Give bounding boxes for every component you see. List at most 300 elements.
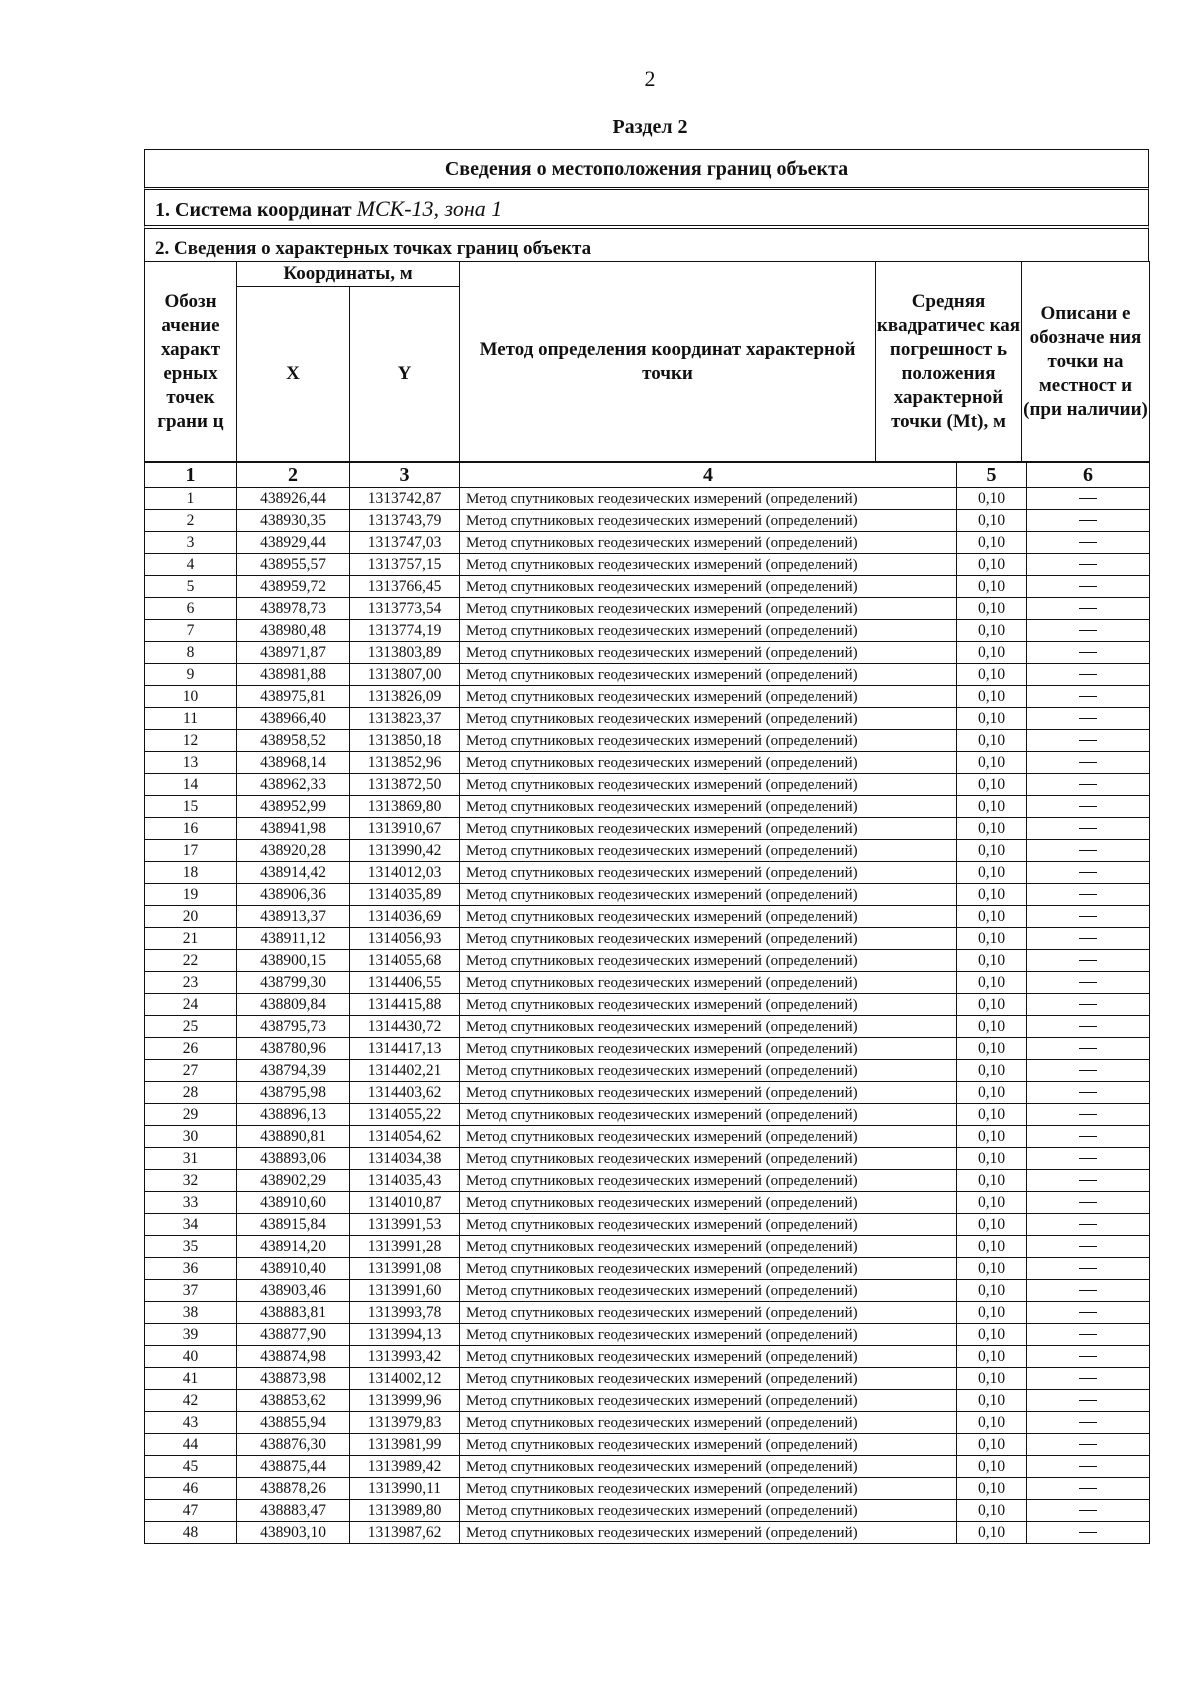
y-coordinate: 1313823,37 xyxy=(350,708,460,730)
accuracy-cell: 0,10 xyxy=(957,1192,1027,1214)
x-coordinate: 438876,30 xyxy=(237,1434,350,1456)
y-coordinate: 1313872,50 xyxy=(350,774,460,796)
accuracy-cell: 0,10 xyxy=(957,1522,1027,1544)
x-coordinate: 438780,96 xyxy=(237,1038,350,1060)
method-cell: Метод спутниковых геодезических измерений (определений) xyxy=(460,862,957,884)
point-number: 18 xyxy=(145,862,237,884)
method-cell: Метод спутниковых геодезических измерений (определений) xyxy=(460,1148,957,1170)
table-row xyxy=(145,1236,1150,1258)
description-cell xyxy=(1027,598,1150,620)
point-number: 45 xyxy=(145,1456,237,1478)
accuracy-cell: 0,10 xyxy=(957,620,1027,642)
x-coordinate: 438958,52 xyxy=(237,730,350,752)
column-number: 4 xyxy=(460,463,957,488)
method-cell: Метод спутниковых геодезических измерений (определений) xyxy=(460,598,957,620)
dash-mark xyxy=(1079,916,1097,917)
x-coordinate: 438903,46 xyxy=(237,1280,350,1302)
accuracy-cell: 0,10 xyxy=(957,664,1027,686)
accuracy-cell: 0,10 xyxy=(957,1236,1027,1258)
y-coordinate: 1314002,12 xyxy=(350,1368,460,1390)
y-coordinate: 1314406,55 xyxy=(350,972,460,994)
accuracy-cell: 0,10 xyxy=(957,1412,1027,1434)
y-coordinate: 1314054,62 xyxy=(350,1126,460,1148)
table-row xyxy=(145,862,1150,884)
description-cell xyxy=(1027,708,1150,730)
dash-mark xyxy=(1079,1356,1097,1357)
table-row xyxy=(145,554,1150,576)
point-number: 4 xyxy=(145,554,237,576)
accuracy-cell: 0,10 xyxy=(957,928,1027,950)
y-coordinate: 1313987,62 xyxy=(350,1522,460,1544)
dash-mark xyxy=(1079,608,1097,609)
point-number: 12 xyxy=(145,730,237,752)
accuracy-cell: 0,10 xyxy=(957,796,1027,818)
table-row xyxy=(145,620,1150,642)
table-row xyxy=(145,642,1150,664)
x-coordinate: 438959,72 xyxy=(237,576,350,598)
point-number: 47 xyxy=(145,1500,237,1522)
points-title: 2. Сведения о характерных точках границ объекта xyxy=(144,225,1149,261)
x-coordinate: 438878,26 xyxy=(237,1478,350,1500)
description-cell xyxy=(1027,1500,1150,1522)
x-coordinate: 438855,94 xyxy=(237,1412,350,1434)
method-cell: Метод спутниковых геодезических измерений (определений) xyxy=(460,1390,957,1412)
point-number: 16 xyxy=(145,818,237,840)
y-coordinate: 1313774,19 xyxy=(350,620,460,642)
table-row xyxy=(145,796,1150,818)
description-cell xyxy=(1027,1148,1150,1170)
dash-mark xyxy=(1079,696,1097,697)
dash-mark xyxy=(1079,1004,1097,1005)
accuracy-cell: 0,10 xyxy=(957,1324,1027,1346)
accuracy-cell: 0,10 xyxy=(957,1258,1027,1280)
description-cell xyxy=(1027,818,1150,840)
accuracy-cell: 0,10 xyxy=(957,1038,1027,1060)
x-coordinate: 438910,40 xyxy=(237,1258,350,1280)
x-coordinate: 438968,14 xyxy=(237,752,350,774)
point-number: 5 xyxy=(145,576,237,598)
point-number: 10 xyxy=(145,686,237,708)
accuracy-cell: 0,10 xyxy=(957,1302,1027,1324)
description-cell xyxy=(1027,642,1150,664)
point-number: 27 xyxy=(145,1060,237,1082)
x-coordinate: 438962,33 xyxy=(237,774,350,796)
y-coordinate: 1313807,00 xyxy=(350,664,460,686)
dash-mark xyxy=(1079,982,1097,983)
x-coordinate: 438914,42 xyxy=(237,862,350,884)
description-cell xyxy=(1027,928,1150,950)
description-cell xyxy=(1027,1192,1150,1214)
table-row xyxy=(145,1478,1150,1500)
description-cell xyxy=(1027,1016,1150,1038)
accuracy-cell: 0,10 xyxy=(957,1104,1027,1126)
description-cell xyxy=(1027,1170,1150,1192)
method-cell: Метод спутниковых геодезических измерений (определений) xyxy=(460,884,957,906)
dash-mark xyxy=(1079,1180,1097,1181)
y-coordinate: 1313989,42 xyxy=(350,1456,460,1478)
table-row xyxy=(145,906,1150,928)
x-coordinate: 438906,36 xyxy=(237,884,350,906)
accuracy-cell: 0,10 xyxy=(957,950,1027,972)
point-number: 19 xyxy=(145,884,237,906)
y-coordinate: 1313989,80 xyxy=(350,1500,460,1522)
x-coordinate: 438900,15 xyxy=(237,950,350,972)
description-cell xyxy=(1027,620,1150,642)
method-cell: Метод спутниковых геодезических измерений (определений) xyxy=(460,1170,957,1192)
accuracy-cell: 0,10 xyxy=(957,752,1027,774)
method-cell: Метод спутниковых геодезических измерений (определений) xyxy=(460,1500,957,1522)
method-cell: Метод спутниковых геодезических измерений (определений) xyxy=(460,1434,957,1456)
dash-mark xyxy=(1079,674,1097,675)
description-cell xyxy=(1027,994,1150,1016)
y-coordinate: 1314036,69 xyxy=(350,906,460,928)
description-cell xyxy=(1027,554,1150,576)
y-coordinate: 1313993,78 xyxy=(350,1302,460,1324)
x-coordinate: 438955,57 xyxy=(237,554,350,576)
y-coordinate: 1314012,03 xyxy=(350,862,460,884)
coordinate-system-value: МСК-13, зона 1 xyxy=(356,196,503,221)
table-row xyxy=(145,1170,1150,1192)
accuracy-cell: 0,10 xyxy=(957,1456,1027,1478)
accuracy-cell: 0,10 xyxy=(957,818,1027,840)
dash-mark xyxy=(1079,1136,1097,1137)
description-cell xyxy=(1027,1346,1150,1368)
dash-mark xyxy=(1079,1290,1097,1291)
table-row xyxy=(145,532,1150,554)
y-coordinate: 1313757,15 xyxy=(350,554,460,576)
x-coordinate: 438966,40 xyxy=(237,708,350,730)
table-row xyxy=(145,1192,1150,1214)
table-row xyxy=(145,1038,1150,1060)
x-coordinate: 438929,44 xyxy=(237,532,350,554)
accuracy-cell: 0,10 xyxy=(957,1170,1027,1192)
accuracy-cell: 0,10 xyxy=(957,1368,1027,1390)
table-row xyxy=(145,1456,1150,1478)
method-cell: Метод спутниковых геодезических измерений (определений) xyxy=(460,488,957,510)
point-number: 28 xyxy=(145,1082,237,1104)
x-coordinate: 438896,13 xyxy=(237,1104,350,1126)
accuracy-cell: 0,10 xyxy=(957,510,1027,532)
y-coordinate: 1313850,18 xyxy=(350,730,460,752)
table-row xyxy=(145,488,1150,510)
description-cell xyxy=(1027,1104,1150,1126)
dash-mark xyxy=(1079,1224,1097,1225)
method-cell: Метод спутниковых геодезических измерений (определений) xyxy=(460,1192,957,1214)
table-row xyxy=(145,1346,1150,1368)
point-number: 46 xyxy=(145,1478,237,1500)
method-cell: Метод спутниковых геодезических измерений (определений) xyxy=(460,1038,957,1060)
x-coordinate: 438877,90 xyxy=(237,1324,350,1346)
table-row xyxy=(145,1016,1150,1038)
dash-mark xyxy=(1079,828,1097,829)
table-row xyxy=(145,686,1150,708)
x-coordinate: 438913,37 xyxy=(237,906,350,928)
method-cell: Метод спутниковых геодезических измерений (определений) xyxy=(460,840,957,862)
dash-mark xyxy=(1079,630,1097,631)
method-cell: Метод спутниковых геодезических измерений (определений) xyxy=(460,774,957,796)
description-cell xyxy=(1027,1060,1150,1082)
y-coordinate: 1314055,22 xyxy=(350,1104,460,1126)
method-cell: Метод спутниковых геодезических измерений (определений) xyxy=(460,796,957,818)
column-number: 1 xyxy=(145,463,237,488)
description-cell xyxy=(1027,774,1150,796)
method-cell: Метод спутниковых геодезических измерений (определений) xyxy=(460,1082,957,1104)
table-row xyxy=(145,752,1150,774)
dash-mark xyxy=(1079,498,1097,499)
table-row xyxy=(145,1214,1150,1236)
dash-mark xyxy=(1079,1488,1097,1489)
y-coordinate: 1313742,87 xyxy=(350,488,460,510)
dash-mark xyxy=(1079,1158,1097,1159)
accuracy-cell: 0,10 xyxy=(957,906,1027,928)
method-cell: Метод спутниковых геодезических измерений (определений) xyxy=(460,1324,957,1346)
point-number: 34 xyxy=(145,1214,237,1236)
x-coordinate: 438952,99 xyxy=(237,796,350,818)
point-number: 39 xyxy=(145,1324,237,1346)
table-row xyxy=(145,950,1150,972)
dash-mark xyxy=(1079,1246,1097,1247)
method-cell: Метод спутниковых геодезических измерений (определений) xyxy=(460,906,957,928)
accuracy-cell: 0,10 xyxy=(957,708,1027,730)
table-row xyxy=(145,1104,1150,1126)
accuracy-cell: 0,10 xyxy=(957,1434,1027,1456)
y-coordinate: 1313852,96 xyxy=(350,752,460,774)
x-coordinate: 438980,48 xyxy=(237,620,350,642)
dash-mark xyxy=(1079,1312,1097,1313)
accuracy-cell: 0,10 xyxy=(957,1016,1027,1038)
point-number: 21 xyxy=(145,928,237,950)
header-point-designation: Обозн ачение характ ерных точек грани ц xyxy=(145,262,237,462)
description-cell xyxy=(1027,1236,1150,1258)
table-row xyxy=(145,928,1150,950)
dash-mark xyxy=(1079,652,1097,653)
table-row xyxy=(145,1126,1150,1148)
method-cell: Метод спутниковых геодезических измерений (определений) xyxy=(460,1016,957,1038)
dash-mark xyxy=(1079,1268,1097,1269)
y-coordinate: 1314055,68 xyxy=(350,950,460,972)
table-row xyxy=(145,730,1150,752)
accuracy-cell: 0,10 xyxy=(957,1214,1027,1236)
dash-mark xyxy=(1079,1422,1097,1423)
description-cell xyxy=(1027,796,1150,818)
y-coordinate: 1314056,93 xyxy=(350,928,460,950)
y-coordinate: 1314035,43 xyxy=(350,1170,460,1192)
y-coordinate: 1313910,67 xyxy=(350,818,460,840)
y-coordinate: 1313994,13 xyxy=(350,1324,460,1346)
point-number: 20 xyxy=(145,906,237,928)
method-cell: Метод спутниковых геодезических измерений (определений) xyxy=(460,1214,957,1236)
section-title: Раздел 2 xyxy=(612,116,688,138)
boundary-info-frame xyxy=(144,149,1149,1544)
points-table-body xyxy=(145,463,1150,1544)
dash-mark xyxy=(1079,1070,1097,1071)
header-y: Y xyxy=(350,287,460,462)
y-coordinate: 1313747,03 xyxy=(350,532,460,554)
x-coordinate: 438883,81 xyxy=(237,1302,350,1324)
description-cell xyxy=(1027,1368,1150,1390)
table-row xyxy=(145,1434,1150,1456)
y-coordinate: 1313990,11 xyxy=(350,1478,460,1500)
description-cell xyxy=(1027,840,1150,862)
point-number: 42 xyxy=(145,1390,237,1412)
y-coordinate: 1314402,21 xyxy=(350,1060,460,1082)
dash-mark xyxy=(1079,850,1097,851)
method-cell: Метод спутниковых геодезических измерений (определений) xyxy=(460,686,957,708)
dash-mark xyxy=(1079,784,1097,785)
table-row xyxy=(145,664,1150,686)
dash-mark xyxy=(1079,718,1097,719)
description-cell xyxy=(1027,1082,1150,1104)
description-cell xyxy=(1027,1390,1150,1412)
point-number: 6 xyxy=(145,598,237,620)
x-coordinate: 438874,98 xyxy=(237,1346,350,1368)
point-number: 37 xyxy=(145,1280,237,1302)
dash-mark xyxy=(1079,960,1097,961)
x-coordinate: 438978,73 xyxy=(237,598,350,620)
point-number: 25 xyxy=(145,1016,237,1038)
accuracy-cell: 0,10 xyxy=(957,730,1027,752)
description-cell xyxy=(1027,972,1150,994)
point-number: 17 xyxy=(145,840,237,862)
accuracy-cell: 0,10 xyxy=(957,488,1027,510)
point-number: 33 xyxy=(145,1192,237,1214)
x-coordinate: 438902,29 xyxy=(237,1170,350,1192)
header-x: X xyxy=(237,287,350,462)
table-row xyxy=(145,818,1150,840)
y-coordinate: 1313803,89 xyxy=(350,642,460,664)
points-table-header xyxy=(144,261,1150,462)
method-cell: Метод спутниковых геодезических измерений (определений) xyxy=(460,1258,957,1280)
description-cell xyxy=(1027,1434,1150,1456)
description-cell xyxy=(1027,664,1150,686)
accuracy-cell: 0,10 xyxy=(957,1060,1027,1082)
accuracy-cell: 0,10 xyxy=(957,1280,1027,1302)
x-coordinate: 438795,98 xyxy=(237,1082,350,1104)
description-cell xyxy=(1027,576,1150,598)
y-coordinate: 1313773,54 xyxy=(350,598,460,620)
point-number: 35 xyxy=(145,1236,237,1258)
method-cell: Метод спутниковых геодезических измерений (определений) xyxy=(460,1104,957,1126)
table-row xyxy=(145,1302,1150,1324)
description-cell xyxy=(1027,510,1150,532)
method-cell: Метод спутниковых геодезических измерений (определений) xyxy=(460,1280,957,1302)
table-row xyxy=(145,1368,1150,1390)
table-row xyxy=(145,1390,1150,1412)
dash-mark xyxy=(1079,762,1097,763)
table-row xyxy=(145,994,1150,1016)
method-cell: Метод спутниковых геодезических измерений (определений) xyxy=(460,1126,957,1148)
coordinate-system-label: 1. Система координат xyxy=(155,199,352,221)
method-cell: Метод спутниковых геодезических измерений (определений) xyxy=(460,818,957,840)
method-cell: Метод спутниковых геодезических измерений (определений) xyxy=(460,730,957,752)
dash-mark xyxy=(1079,1202,1097,1203)
method-cell: Метод спутниковых геодезических измерений (определений) xyxy=(460,532,957,554)
description-cell xyxy=(1027,862,1150,884)
header-accuracy: Средняя квадратичес кая погрешност ь положения характерной точки (Mt), м xyxy=(876,262,1022,462)
method-cell: Метод спутниковых геодезических измерений (определений) xyxy=(460,972,957,994)
point-number: 11 xyxy=(145,708,237,730)
x-coordinate: 438875,44 xyxy=(237,1456,350,1478)
y-coordinate: 1313999,96 xyxy=(350,1390,460,1412)
accuracy-cell: 0,10 xyxy=(957,576,1027,598)
x-coordinate: 438930,35 xyxy=(237,510,350,532)
header-coordinates: Координаты, м xyxy=(237,262,460,287)
dash-mark xyxy=(1079,1444,1097,1445)
x-coordinate: 438853,62 xyxy=(237,1390,350,1412)
point-number: 2 xyxy=(145,510,237,532)
dash-mark xyxy=(1079,872,1097,873)
point-number: 15 xyxy=(145,796,237,818)
y-coordinate: 1313993,42 xyxy=(350,1346,460,1368)
point-number: 13 xyxy=(145,752,237,774)
x-coordinate: 438890,81 xyxy=(237,1126,350,1148)
y-coordinate: 1313991,28 xyxy=(350,1236,460,1258)
point-number: 26 xyxy=(145,1038,237,1060)
table-row xyxy=(145,576,1150,598)
page-number: 2 xyxy=(644,66,656,91)
frame-title: Сведения о местоположения границ объекта xyxy=(144,149,1149,187)
point-number: 41 xyxy=(145,1368,237,1390)
description-cell xyxy=(1027,1412,1150,1434)
point-number: 40 xyxy=(145,1346,237,1368)
table-row xyxy=(145,774,1150,796)
x-coordinate: 438981,88 xyxy=(237,664,350,686)
table-row xyxy=(145,1258,1150,1280)
dash-mark xyxy=(1079,938,1097,939)
x-coordinate: 438799,30 xyxy=(237,972,350,994)
table-row xyxy=(145,1060,1150,1082)
method-cell: Метод спутниковых геодезических измерений (определений) xyxy=(460,620,957,642)
accuracy-cell: 0,10 xyxy=(957,1500,1027,1522)
method-cell: Метод спутниковых геодезических измерений (определений) xyxy=(460,664,957,686)
accuracy-cell: 0,10 xyxy=(957,862,1027,884)
point-number: 31 xyxy=(145,1148,237,1170)
x-coordinate: 438941,98 xyxy=(237,818,350,840)
y-coordinate: 1313869,80 xyxy=(350,796,460,818)
table-row xyxy=(145,840,1150,862)
table-row xyxy=(145,598,1150,620)
accuracy-cell: 0,10 xyxy=(957,1082,1027,1104)
point-number: 9 xyxy=(145,664,237,686)
dash-mark xyxy=(1079,740,1097,741)
point-number: 8 xyxy=(145,642,237,664)
points-table xyxy=(144,462,1150,1544)
y-coordinate: 1313766,45 xyxy=(350,576,460,598)
table-row xyxy=(145,1148,1150,1170)
accuracy-cell: 0,10 xyxy=(957,884,1027,906)
x-coordinate: 438873,98 xyxy=(237,1368,350,1390)
description-cell xyxy=(1027,686,1150,708)
method-cell: Метод спутниковых геодезических измерений (определений) xyxy=(460,950,957,972)
accuracy-cell: 0,10 xyxy=(957,1126,1027,1148)
method-cell: Метод спутниковых геодезических измерений (определений) xyxy=(460,1346,957,1368)
method-cell: Метод спутниковых геодезических измерений (определений) xyxy=(460,510,957,532)
point-number: 36 xyxy=(145,1258,237,1280)
y-coordinate: 1314415,88 xyxy=(350,994,460,1016)
table-row xyxy=(145,884,1150,906)
dash-mark xyxy=(1079,1026,1097,1027)
accuracy-cell: 0,10 xyxy=(957,554,1027,576)
dash-mark xyxy=(1079,1400,1097,1401)
column-number: 3 xyxy=(350,463,460,488)
method-cell: Метод спутниковых геодезических измерений (определений) xyxy=(460,708,957,730)
coordinate-system-line xyxy=(144,187,1149,225)
x-coordinate: 438926,44 xyxy=(237,488,350,510)
description-cell xyxy=(1027,488,1150,510)
method-cell: Метод спутниковых геодезических измерений (определений) xyxy=(460,1302,957,1324)
point-number: 22 xyxy=(145,950,237,972)
accuracy-cell: 0,10 xyxy=(957,774,1027,796)
